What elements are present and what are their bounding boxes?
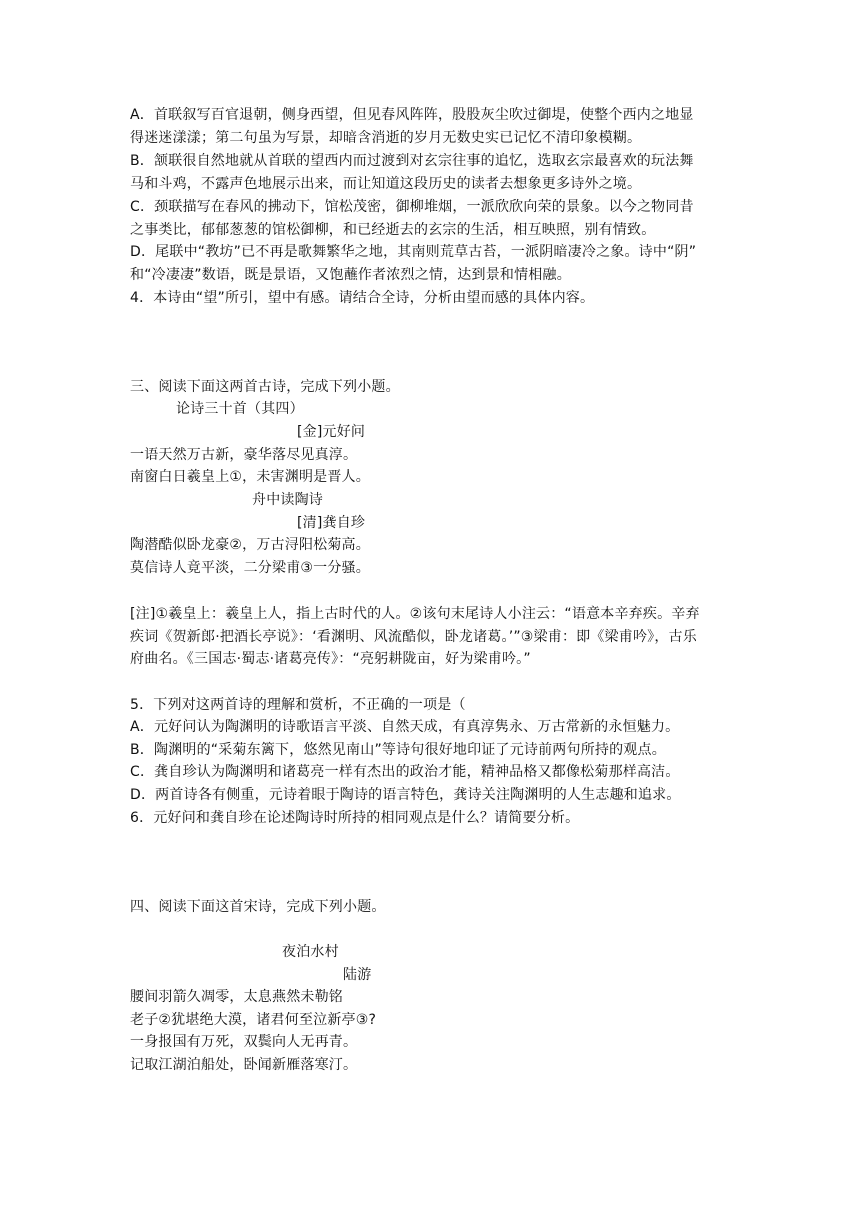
poem2-line2: 莫信诗人竟平淡，二分梁甫③一分骚。 [130,560,370,576]
question-6: 6．元好问和龚自珍在论述陶诗时所持的相同观点是什么？请简要分析。 [130,810,580,826]
poem3-line3: 一身报国有万死，双鬓向人无再青。 [130,1034,358,1050]
poem2-author: [清]龚自珍 [297,515,366,531]
option-d-line2: 和“冷凄凄”数语，既是景语，又饱蘸作者浓烈之情，达到景和情相融。 [130,267,571,283]
section3-heading: 三、阅读下面这两首古诗，完成下列小题。 [130,379,400,395]
poem3-line2: 老子②犹堪绝大漠，诸君何至泣新亭③? [130,1012,377,1028]
poem3-line1: 腰间羽箭久凋零，太息燕然未勒铭 [130,989,343,1005]
poem3-title: 夜泊水村 [282,944,339,960]
poem1-title: 论诗三十首（其四） [176,401,304,417]
option-b-line2: 马和斗鸡，不露声色地展示出来，而让知道这段历史的读者去想象更多诗外之境。 [130,176,642,192]
option-c-line2: 之事类比，郁郁葱葱的馆松御柳，和已经逝去的玄宗的生活，相互映照，别有情致。 [130,222,656,238]
section4-heading: 四、阅读下面这首宋诗，完成下列小题。 [130,899,386,915]
poem1-line2: 南窗白日羲皇上①，未害渊明是晋人。 [130,469,370,485]
poem2-title: 舟中读陶诗 [252,492,323,508]
question-4: 4．本诗由“望”所引，望中有感。请结合全诗，分析由望而感的具体内容。 [130,290,595,306]
option-b-line1: B．颔联很自然地就从首联的望西内而过渡到对玄宗往事的追忆，选取玄宗最喜欢的玩法舞 [130,153,694,169]
poem3-line4: 记取江湖泊船处，卧闻新雁落寒汀。 [130,1057,358,1073]
note-line3: 府曲名。《三国志·蜀志·诸葛亮传》：“亮躬耕陇亩，好为梁甫吟。” [130,651,531,667]
poem2-line1: 陶潜酷似卧龙豪②，万古浔阳松菊高。 [130,537,370,553]
question-5-option-d: D．两首诗各有侧重，元诗着眼于陶诗的语言特色，龚诗关注陶渊明的人生志趣和追求。 [130,787,681,803]
option-a-line1: A．首联叙写百官退朝，侧身西望，但见春风阵阵，股股灰尘吹过御堤，使整个西内之地显 [130,107,694,123]
option-d-line1: D．尾联中“教坊”已不再是歌舞繁华之地，其南则荒草古苔，一派阴暗凄冷之象。诗中“阴” [130,244,697,260]
question-5-option-c: C．龚自珍认为陶渊明和诸葛亮一样有杰出的政治才能，精神品格又都像松菊那样高洁。 [130,764,680,780]
poem1-author: [金]元好问 [297,424,366,440]
note-line2: 疾词《贺新郎·把酒长亭说》：‘看渊明、风流酷似，卧龙诸葛。’”③梁甫：即《梁甫吟》，古乐 [130,629,697,645]
question-5: 5．下列对这两首诗的理解和赏析，不正确的一项是（ [130,697,466,713]
poem1-line1: 一语天然万古新，豪华落尽见真淳。 [130,447,358,463]
poem3-author: 陆游 [343,967,372,983]
question-5-option-b: B．陶渊明的“采菊东篱下，悠然见南山”等诗句很好地印证了元诗前两句所持的观点。 [130,742,666,758]
option-a-line2: 得迷迷漾漾；第二句虽为写景，却暗含消逝的岁月无数史实已记忆不清印象模糊。 [130,130,642,146]
question-5-option-a: A．元好问认为陶渊明的诗歌语言平淡、自然天成，有真淳隽永、万古常新的永恒魅力。 [130,719,680,735]
note-line1: [注]①羲皇上：羲皇上人，指上古时代的人。②该句末尾诗人小注云：“语意本辛弃疾。辛弃 [130,606,700,622]
option-c-line1: C．颈联描写在春风的拂动下，馆松茂密，御柳堆烟，一派欣欣向荣的景象。以今之物同昔 [130,199,694,215]
